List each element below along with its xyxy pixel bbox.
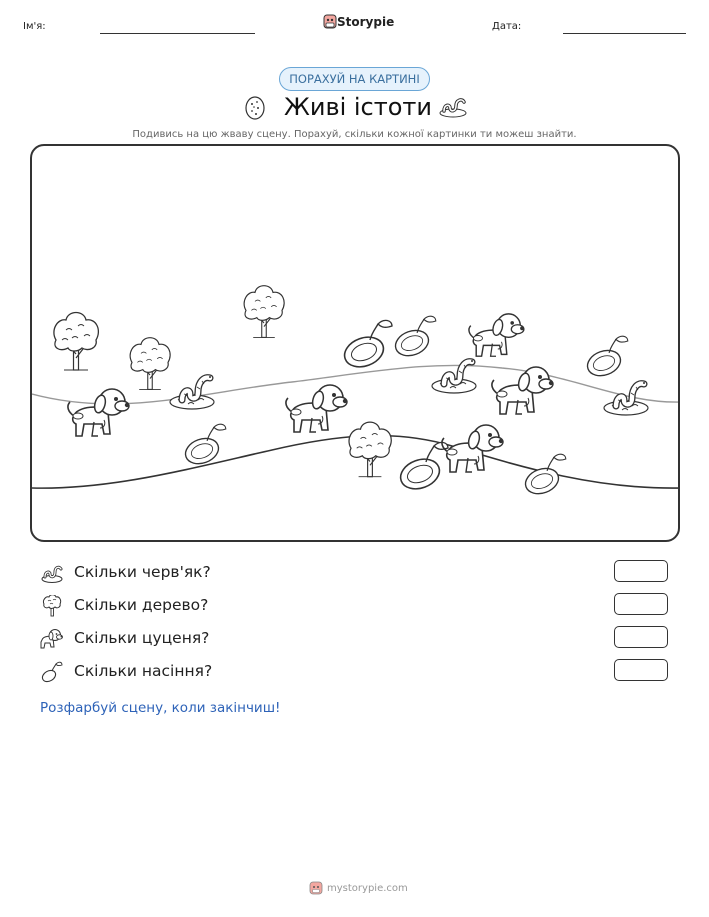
question-worms: [40, 560, 670, 586]
seed-icon: [40, 661, 64, 683]
question-trees: [40, 593, 670, 619]
worm-1: [170, 376, 214, 409]
seed-1: [340, 320, 392, 372]
puppy-3: [469, 314, 524, 356]
puppy-1: [68, 389, 129, 436]
answer-box-worms[interactable]: [614, 560, 668, 582]
instructions: Подивись на цю жваву сцену. Порахуй, скільки кожної картинки ти можеш знайти.: [132, 129, 577, 140]
puppy-2: [286, 385, 347, 432]
name-label: Ім'я:: [23, 21, 46, 32]
seed-5: [396, 442, 448, 494]
puppy-4: [492, 367, 553, 414]
tree-4: [349, 422, 391, 477]
date-line[interactable]: [563, 33, 686, 34]
tree-1: [54, 313, 98, 371]
activity-badge: ПОРАХУЙ НА КАРТИНІ: [279, 67, 430, 91]
seed-2: [392, 316, 436, 360]
answer-box-puppies[interactable]: [614, 626, 668, 648]
brand-name: Storypie: [337, 15, 395, 29]
puppy-5: [442, 425, 503, 472]
question-label: Скільки цуценя?: [74, 629, 210, 647]
seed-4: [584, 336, 628, 380]
egg-icon: [244, 94, 266, 120]
question-label: Скільки насіння?: [74, 662, 213, 680]
footer-website[interactable]: mystorypie.com: [327, 883, 408, 894]
question-label: Скільки черв'як?: [74, 563, 211, 581]
question-puppies: [40, 626, 670, 652]
storypie-footer-logo-icon: [308, 880, 324, 896]
worm-icon: [40, 562, 64, 584]
question-label: Скільки дерево?: [74, 596, 209, 614]
date-label: Дата:: [492, 21, 522, 32]
question-seeds: [40, 659, 670, 685]
seed-6: [522, 454, 566, 498]
puppy-icon: [40, 628, 64, 650]
tree-icon: [40, 595, 64, 617]
tree-2: [130, 338, 170, 390]
counting-scene: [30, 144, 680, 542]
coloring-note: Розфарбуй сцену, коли закінчиш!: [40, 700, 281, 716]
worm-icon: [438, 94, 468, 118]
answer-box-trees[interactable]: [614, 593, 668, 615]
answer-box-seeds[interactable]: [614, 659, 668, 681]
page-title: Живі істоти: [284, 93, 432, 121]
tree-3: [244, 286, 284, 338]
name-line[interactable]: [100, 33, 255, 34]
